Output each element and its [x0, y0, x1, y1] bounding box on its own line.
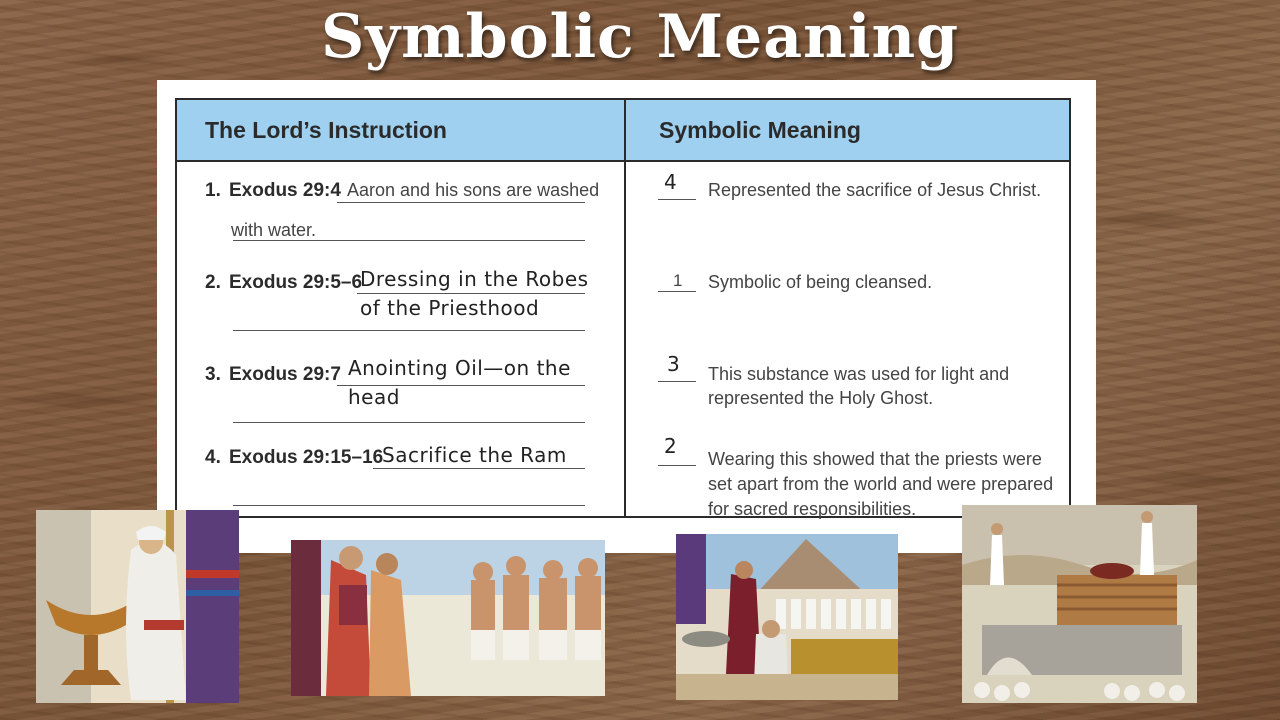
washing-basin-illustration: [36, 510, 239, 703]
row-3-number: 3.: [205, 364, 221, 385]
altar-sacrifice-illustration: [962, 505, 1197, 703]
row-1-answer-line2: with water.: [231, 220, 317, 240]
instruction-table: [175, 98, 1071, 518]
row-1-number: 1.: [205, 180, 221, 201]
row-1-answer-line1: Aaron and his sons are washed: [347, 180, 600, 200]
header-instruction: The Lord’s Instruction: [205, 117, 447, 143]
priest-robing-illustration: [291, 540, 605, 696]
column-divider: [624, 100, 626, 516]
meaning-3-text-line2: represented the Holy Ghost.: [708, 388, 934, 408]
worksheet-table-image: [157, 80, 1096, 553]
row-4-number: 4.: [205, 447, 221, 468]
anointing-illustration: [676, 534, 898, 700]
table-header: [177, 100, 1069, 162]
row-2-number: 2.: [205, 272, 221, 293]
row-1-reference: Exodus 29:4: [229, 180, 341, 201]
meaning-2-text: Symbolic of being cleansed.: [708, 272, 933, 292]
row-3-reference: Exodus 29:7: [229, 364, 341, 385]
slide-title: Symbolic Meaning: [320, 2, 960, 72]
meaning-4-text-line2: set apart from the world and were prepared: [708, 474, 1054, 494]
meaning-2-answer: 1: [673, 271, 683, 290]
row-2-reference: Exodus 29:5–6: [229, 272, 363, 293]
row-4-typed-answer: Sacrifice the Ram: [382, 443, 567, 467]
meaning-1-answer: 4: [664, 170, 677, 194]
meaning-4-text-line3: for sacred responsibilities.: [708, 499, 917, 519]
meaning-3-text-line1: This substance was used for light and: [708, 364, 1010, 384]
meaning-4-text-line1: Wearing this showed that the priests were: [708, 449, 1042, 469]
row-3-typed-answer: Anointing Oil—on the head: [348, 356, 571, 409]
meaning-3-answer: 3: [667, 352, 680, 376]
header-meaning: Symbolic Meaning: [659, 117, 861, 143]
meaning-4-answer: 2: [664, 434, 677, 458]
row-2-typed-answer: Dressing in the Robes of the Priesthood: [360, 267, 589, 320]
meaning-1-text: Represented the sacrifice of Jesus Christ.: [708, 180, 1042, 200]
row-4-reference: Exodus 29:15–16: [229, 447, 384, 468]
